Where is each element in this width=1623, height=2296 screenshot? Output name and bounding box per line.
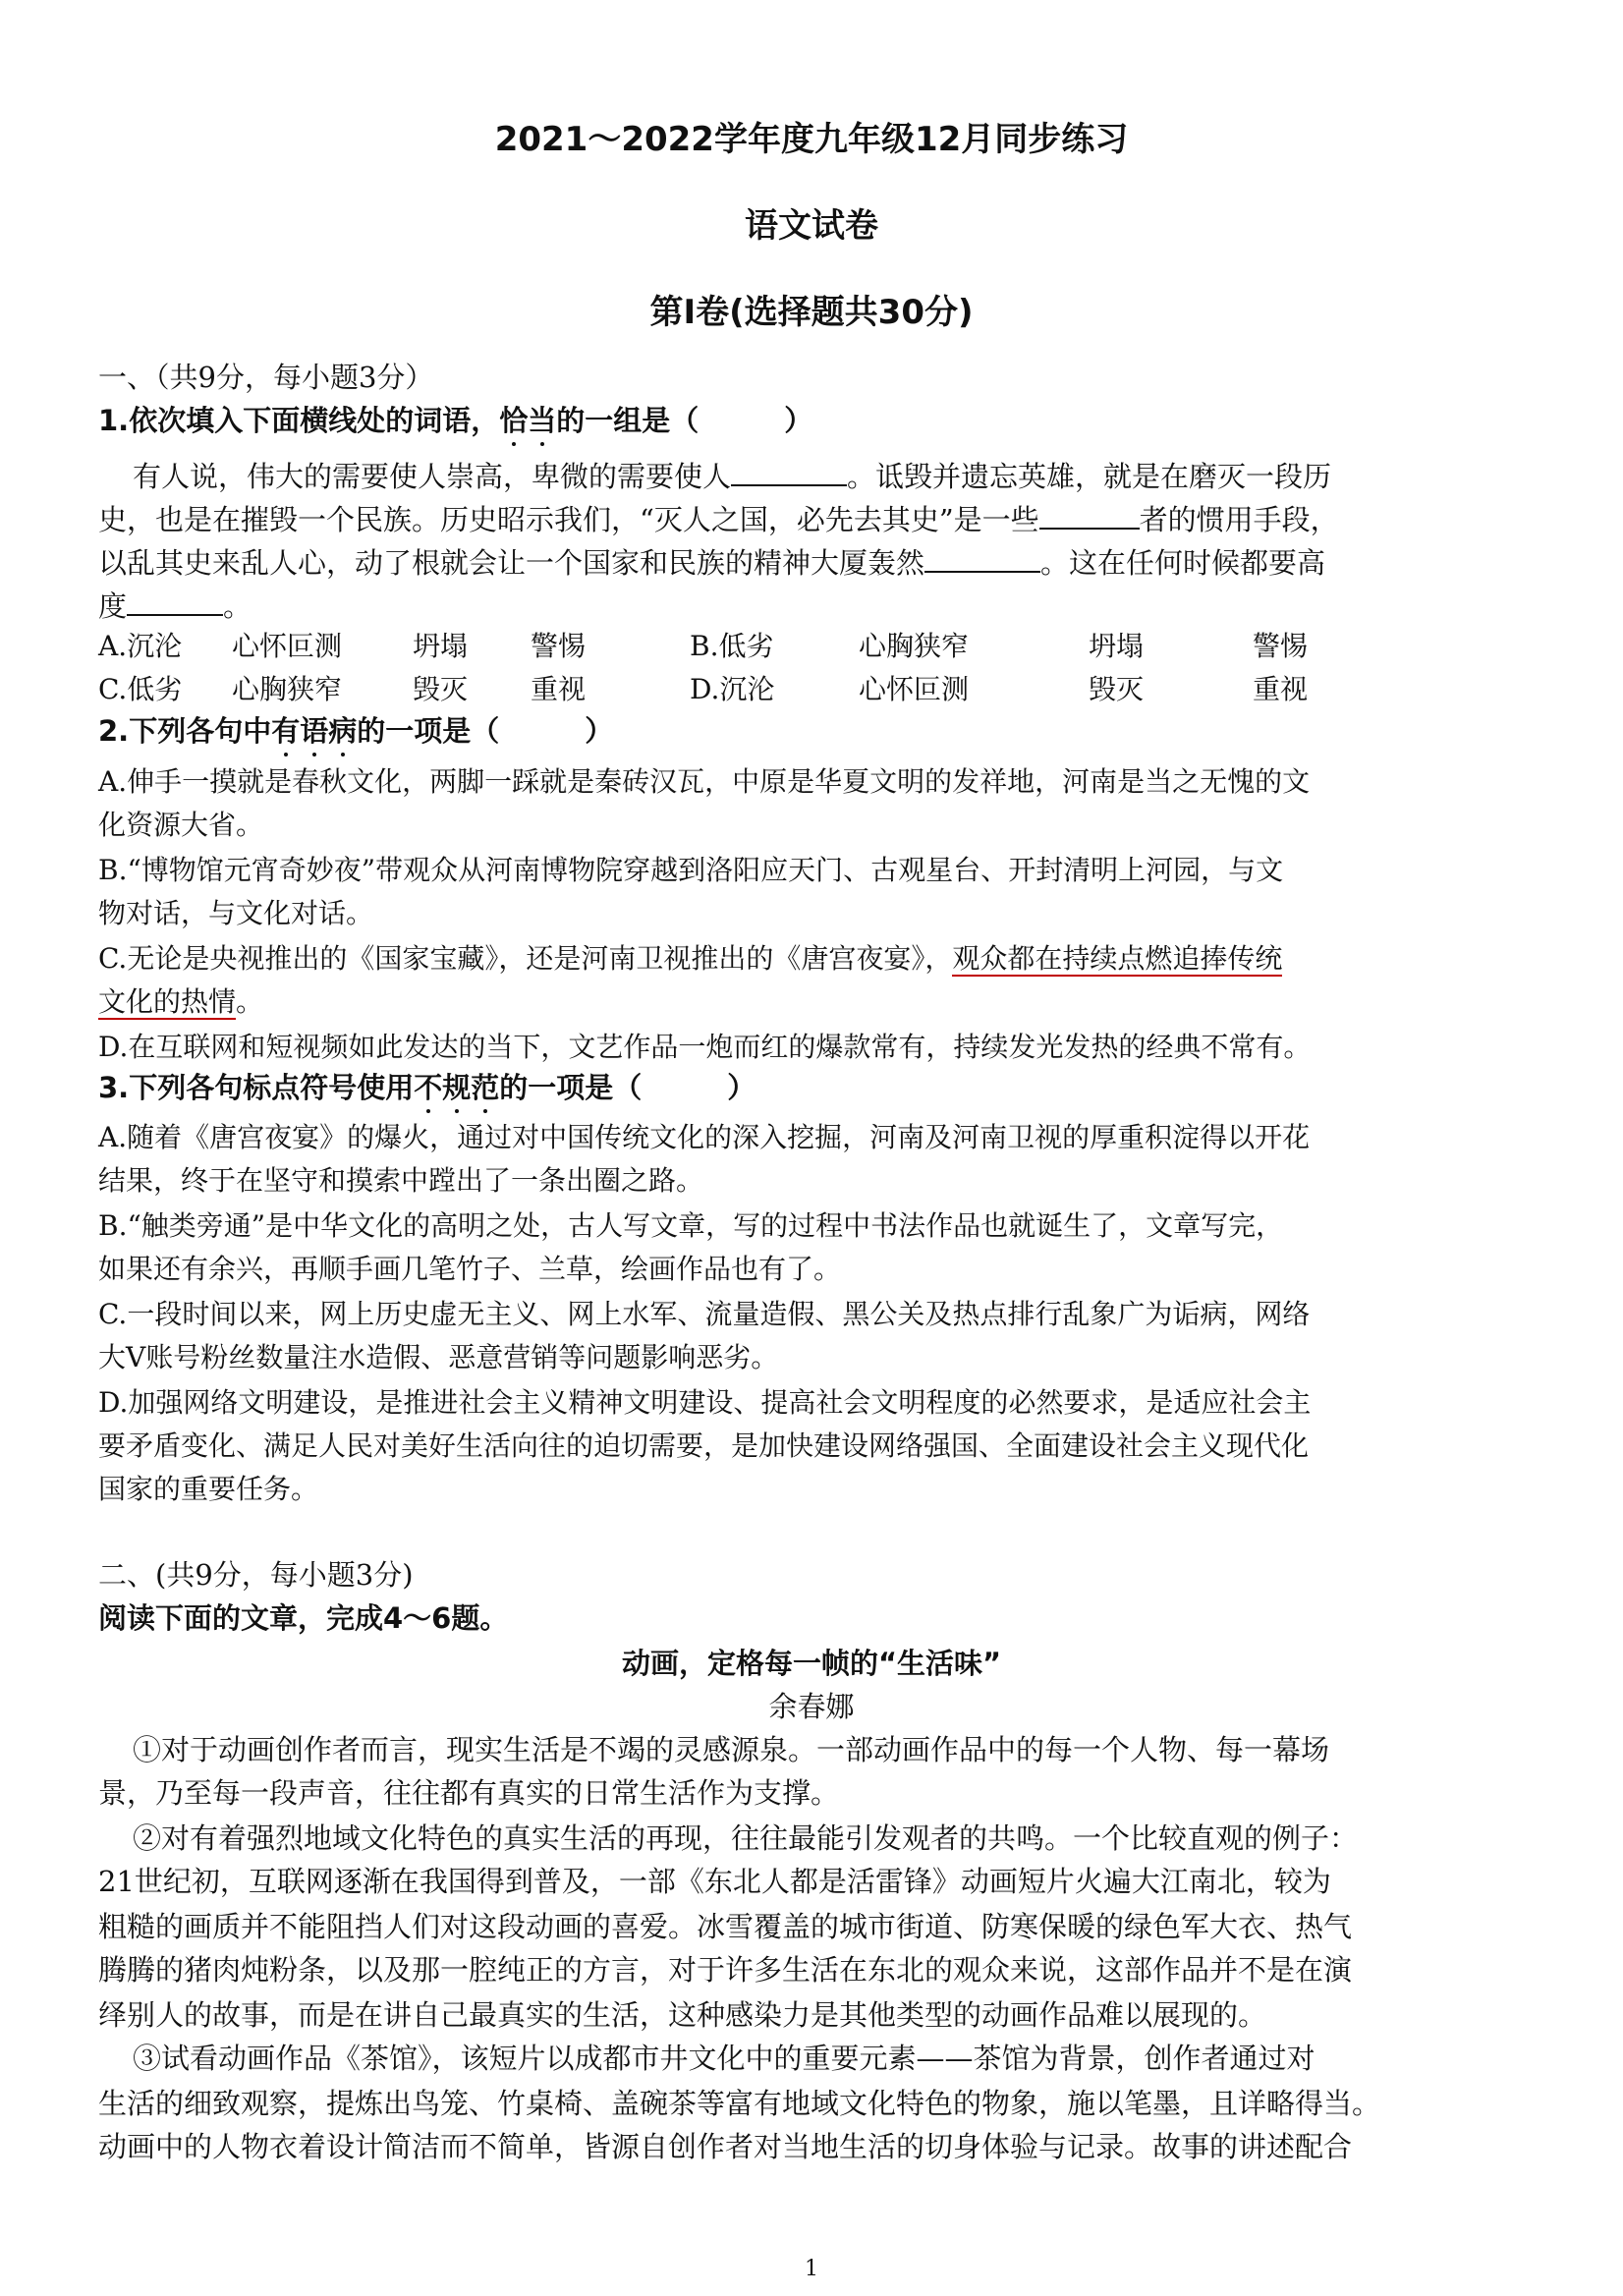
q1-option-b-word4: 警惕: [1253, 630, 1309, 662]
q3-option-c-line1: C.一段时间以来，网上历史虚无主义、网上水军、流量造假、黑公关及热点排行乱象广为诟病，网络: [98, 1298, 1311, 1330]
q2-emphasis-char: 语: [300, 714, 329, 748]
q3-option-d-line2: 要矛盾变化、满足人民对美好生活向往的迫切需要，是加快建设网络强国、全面建设社会主义现代化: [98, 1429, 1310, 1462]
page-number: 1: [805, 2257, 818, 2281]
q1-option-c-word2: 心胸狭窄: [232, 673, 343, 705]
q1-option-d-label: D.沉沦: [690, 673, 775, 705]
article-line: 动画中的人物衣着设计简洁而不简单，皆源自创作者对当地生活的切身体验与记录。故事的讲述配合: [98, 2130, 1353, 2163]
q1-emphasis-char: 恰: [499, 404, 529, 437]
q1-passage-line: [133, 455, 1331, 496]
fill-blank: [924, 541, 1040, 573]
q1-option-c-label: C.低劣: [98, 673, 183, 705]
q1-option-d-word2: 心怀叵测: [859, 673, 970, 705]
q1-option-c-word3: 毁灭: [413, 673, 469, 705]
question-3-stem: [98, 1068, 756, 1107]
q1-option-b-word2: 心胸狭窄: [859, 630, 970, 662]
q3-option-d-line1: D.加强网络文明建设，是推进社会主义精神文明建设、提高社会文明程度的必然要求，是适应社会主: [98, 1386, 1312, 1419]
article-line: 粗糙的画质并不能阻挡人们对这段动画的喜爱。冰雪覆盖的城市街道、防寒保暖的绿色军大衣、热气: [98, 1910, 1353, 1943]
q1-passage-text: 。: [223, 589, 252, 623]
reading-instruction: 阅读下面的文章，完成4～6题。: [98, 1601, 509, 1635]
q1-emphasis-char: 当: [528, 404, 557, 437]
q1-passage-line: [98, 498, 1339, 539]
q1-passage-text: 有人说，伟大的需要使人崇高，卑微的需要使人: [133, 460, 732, 493]
q2-option-c-line2: [98, 982, 263, 1022]
q2-option-a-line2: 化资源大省。: [98, 809, 264, 841]
q1-option-a-word3: 坍塌: [413, 630, 469, 662]
q3-option-a-line1: A.随着《唐宫夜宴》的爆火，通过对中国传统文化的深入挖掘，河南及河南卫视的厚重积淀得以开花: [98, 1121, 1311, 1153]
q3-option-a-line2: 结果，终于在坚守和摸索中蹚出了一条出圈之路。: [98, 1164, 704, 1197]
exam-subtitle: 语文试卷: [745, 206, 878, 246]
article-line: 景，乃至每一段声音，往往都有真实的日常生活作为支撑。: [98, 1776, 840, 1810]
article-title: 动画，定格每一帧的“生活味”: [621, 1647, 1002, 1680]
q1-option-a-word2: 心怀叵测: [232, 630, 343, 662]
q2-emphasis-char: 有: [271, 714, 301, 748]
q3-option-c-line2: 大V账号粉丝数量注水造假、恶意营销等问题影响恶劣。: [98, 1341, 779, 1373]
q1-stem-text: 1.依次填入下面横线处的词语，: [98, 404, 500, 437]
q3-emphasis-char: 规: [442, 1071, 472, 1104]
article-line: 绎别人的故事，而是在讲自己最真实的生活，这种感染力是其他类型的动画作品难以展现的。: [98, 1998, 1267, 2032]
q2-option-c-underlined: 文化的热情: [98, 985, 237, 1018]
q1-passage-text: 者的惯用手段，: [1139, 503, 1339, 536]
q3-stem-text: 3.下列各句标点符号使用: [98, 1071, 415, 1104]
article-line: 腾腾的猪肉炖粉条，以及那一腔纯正的方言，对于许多生活在东北的观众来说，这部作品并不是在演: [98, 1953, 1353, 1987]
section2-heading: 二、(共9分，每小题3分): [98, 1558, 414, 1592]
question-1-stem: [98, 401, 812, 440]
article-line: ①对于动画创作者而言，现实生活是不竭的灵感源泉。一部动画作品中的每一个人物、每一幕场: [133, 1733, 1330, 1766]
q1-option-b-word3: 坍塌: [1089, 630, 1145, 662]
q3-option-d-line3: 国家的重要任务。: [98, 1473, 319, 1505]
fill-blank: [127, 585, 223, 616]
article-line: 生活的细致观察，提炼出鸟笼、竹桌椅、盖碗茶等富有地域文化特色的物象，施以笔墨，且详略得当。: [98, 2087, 1381, 2120]
fill-blank: [1039, 498, 1140, 530]
q1-passage-line: [98, 585, 252, 626]
q2-option-c-line1: [98, 939, 1282, 979]
q1-passage-line: [98, 541, 1325, 583]
article-author: 余春娜: [768, 1690, 855, 1723]
article-line: ③试看动画作品《茶馆》，该短片以成都市井文化中的重要元素——茶馆为背景，创作者通过对: [133, 2042, 1315, 2075]
article-line: 21世纪初，互联网逐渐在我国得到普及，一部《东北人都是活雷锋》动画短片火遍大江南北，较为: [98, 1865, 1331, 1898]
q2-option-d-line1: D.在互联网和短视频如此发达的当下，文艺作品一炮而红的爆款常有，持续发光发热的经典不常有。: [98, 1031, 1312, 1063]
q1-passage-text: 以乱其史来乱人心，动了根就会让一个国家和民族的精神大厦轰然: [98, 546, 925, 580]
q2-option-c-text: C.无论是央视推出的《国家宝藏》，还是河南卫视推出的《唐宫夜宴》，: [98, 942, 953, 975]
part-title: 第Ⅰ卷(选择题共30分): [649, 293, 974, 332]
q1-option-d-word3: 毁灭: [1089, 673, 1145, 705]
question-2-stem: [98, 711, 613, 751]
q2-option-b-line1: B.“博物馆元宵奇妙夜”带观众从河南博物院穿越到洛阳应天门、古观星台、开封清明上河园，与文: [98, 854, 1284, 886]
q3-emphasis-char: 不: [414, 1071, 443, 1104]
q2-option-c-text: 。: [236, 985, 264, 1018]
fill-blank: [731, 455, 847, 486]
q1-option-c-word4: 重视: [531, 673, 587, 705]
q2-option-c-underlined: 观众都在持续点燃追捧传统: [952, 942, 1283, 975]
q1-passage-text: 史，也是在摧毁一个民族。历史昭示我们，“灭人之国，必先去其史”是一些: [98, 503, 1039, 536]
article-line: ②对有着强烈地域文化特色的真实生活的再现，往往最能引发观者的共鸣。一个比较直观的例子：: [133, 1821, 1359, 1855]
q2-stem-text: 的一项是（ ）: [357, 714, 614, 748]
q1-passage-text: 。诋毁并遗忘英雄，就是在磨灭一段历: [847, 460, 1332, 493]
q3-option-b-line2: 如果还有余兴，再顺手画几笔竹子、兰草，绘画作品也有了。: [98, 1253, 842, 1285]
section1-heading: 一、（共9分，每小题3分）: [98, 361, 434, 394]
q1-option-d-word4: 重视: [1253, 673, 1309, 705]
exam-title: 2021～2022学年度九年级12月同步练习: [494, 120, 1129, 159]
q3-emphasis-char: 范: [471, 1071, 500, 1104]
q1-passage-text: 。这在任何时候都要高: [1040, 546, 1326, 580]
q1-option-b-label: B.低劣: [690, 630, 774, 662]
q3-stem-text: 的一项是（ ）: [499, 1071, 756, 1104]
q2-emphasis-char: 病: [328, 714, 358, 748]
q1-passage-text: 度: [98, 589, 128, 623]
q1-stem-text: 的一组是（ ）: [556, 404, 813, 437]
q2-option-a-line1: A.伸手一摸就是春秋文化，两脚一踩就是秦砖汉瓦，中原是华夏文明的发祥地，河南是当之无愧的文: [98, 765, 1311, 798]
q1-option-a-label: A.沉沦: [98, 630, 183, 662]
q1-option-a-word4: 警惕: [531, 630, 587, 662]
q3-option-b-line1: B.“触类旁通”是中华文化的高明之处，古人写文章，写的过程中书法作品也就诞生了，文章写完，: [98, 1209, 1284, 1242]
q2-option-b-line2: 物对话，与文化对话。: [98, 897, 374, 929]
q2-stem-text: 2.下列各句中: [98, 714, 272, 748]
